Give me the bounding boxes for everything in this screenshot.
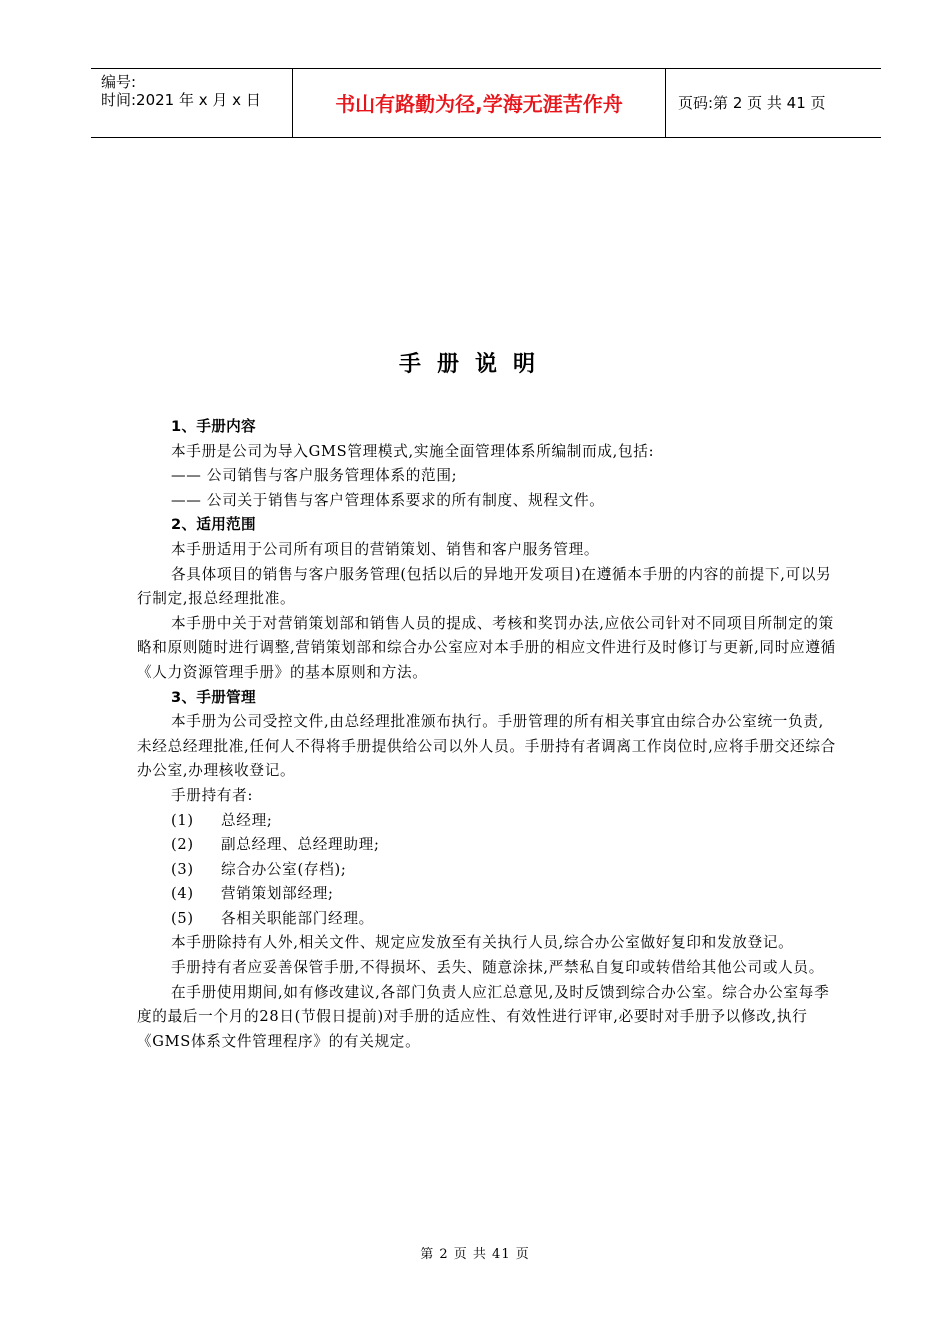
header-meta-cell	[91, 69, 293, 137]
page-header	[91, 68, 881, 138]
holder-number: (5)	[171, 909, 194, 927]
header-motto: 书山有路勤为径,学海无涯苦作舟	[335, 92, 623, 116]
paragraph: 本手册除持有人外,相关文件、规定应发放至有关执行人员,综合办公室做好复印和发放登记。	[171, 934, 794, 952]
document-body	[137, 415, 837, 1054]
holder-number: (4)	[171, 885, 194, 903]
paragraph: 各具体项目的销售与客户服务管理(包括以后的异地开发项目)在遵循本手册的内容的前提下,可以另行制定,报总经理批准。	[137, 565, 832, 608]
holder-text: 综合办公室(存档);	[221, 860, 347, 878]
paragraph: 在手册使用期间,如有修改建议,各部门负责人应汇总意见,及时反馈到综合办公室。综合办公室每季度的最后一个月的28日(节假日提前)对手册的适应性、有效性进行评审,必要时对手册予以修改,执行《GMS体系文件管理程序》的有关规定。	[137, 983, 830, 1050]
document-time-label: 时间:2021 年 x 月 x 日	[101, 91, 261, 109]
paragraph: 手册持有者:	[171, 786, 254, 804]
header-motto-cell	[293, 69, 666, 137]
paragraph: 手册持有者应妥善保管手册,不得损坏、丢失、随意涂抹,严禁私自复印或转借给其他公司或人员。	[171, 959, 825, 977]
holder-text: 总经理;	[221, 811, 273, 829]
section-heading: 1、手册内容	[171, 418, 256, 435]
holder-item	[137, 809, 837, 834]
holder-item	[137, 907, 837, 932]
holder-text: 营销策划部经理;	[221, 885, 334, 903]
holder-number: (1)	[171, 811, 194, 829]
bullet-item: —— 公司关于销售与客户管理体系要求的所有制度、规程文件。	[171, 491, 605, 509]
holder-number: (2)	[171, 836, 194, 854]
holder-text: 各相关职能部门经理。	[221, 909, 374, 927]
page-title: 手册说明	[398, 352, 551, 377]
holder-item	[137, 858, 837, 883]
paragraph: 本手册中关于对营销策划部和销售人员的提成、考核和奖罚办法,应依公司针对不同项目所制定的策略和原则随时进行调整,营销策划部和综合办公室应对本手册的相应文件进行及时修订与更新,同时应遵循《人力资源管理手册》的基本原则和方法。	[137, 614, 836, 681]
holder-text: 副总经理、总经理助理;	[221, 836, 380, 854]
paragraph: 本手册是公司为导入GMS管理模式,实施全面管理体系所编制而成,包括:	[171, 442, 655, 460]
header-page-cell	[666, 69, 881, 137]
holder-number: (3)	[171, 860, 194, 878]
document-number-label: 编号:	[101, 73, 137, 91]
bullet-item: —— 公司销售与客户服务管理体系的范围;	[171, 467, 458, 485]
section-heading: 2、适用范围	[171, 516, 256, 534]
header-page-info: 页码:第 2 页 共 41 页	[678, 94, 826, 112]
section-heading: 3、手册管理	[171, 688, 256, 706]
holder-item	[137, 882, 837, 907]
page-footer: 第 2 页 共 41 页	[420, 1247, 530, 1262]
holder-item	[137, 833, 837, 858]
paragraph: 本手册适用于公司所有项目的营销策划、销售和客户服务管理。	[171, 540, 600, 558]
paragraph: 本手册为公司受控文件,由总经理批准颁布执行。手册管理的所有相关事宜由综合办公室统一负责,未经总经理批准,任何人不得将手册提供给公司以外人员。手册持有者调离工作岗位时,应将手册交还综合办公室,办理核收登记。	[137, 713, 836, 780]
